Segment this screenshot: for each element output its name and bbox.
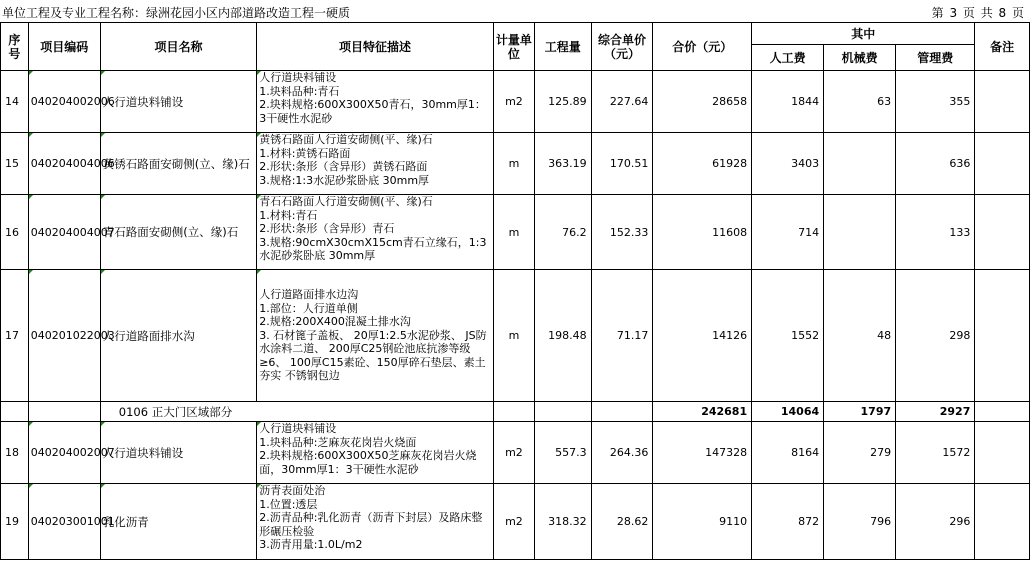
cell-remark: [975, 402, 1030, 422]
cell-seq: [1, 402, 29, 422]
col-mgmt: 管理费: [896, 45, 975, 71]
cell-remark: [975, 133, 1030, 195]
section-label: 0106 正大门区域部分: [100, 402, 493, 422]
cell-desc: 青石石路面人行道安砌侧(平、缘)石 1.材料:青石 2.形状:条形（含异形）青石 3.规格:90cmX30cmX15cm青石立缘石，1:3水泥砂浆卧底 30mm厚: [257, 195, 494, 270]
cell-name: 青石路面安砌侧(立、缘)石: [100, 195, 256, 270]
subtotal-total: 242681: [653, 402, 752, 422]
cell-unit: m2: [493, 484, 534, 560]
bill-of-quantities-table: [0, 22, 1030, 560]
col-name: 项目名称: [100, 23, 256, 71]
subtotal-machine: 1797: [824, 402, 896, 422]
col-unit: 计量单位: [493, 23, 534, 71]
cell-remark: [975, 270, 1030, 402]
project-title: 单位工程及专业工程名称：绿洲花园小区内部道路改造工程一硬质: [2, 6, 351, 20]
cell-qty: 557.3: [535, 422, 592, 484]
cell-qty: [535, 402, 592, 422]
subtotal-mgmt: 2927: [896, 402, 975, 422]
cell-mgmt: 296: [896, 484, 975, 560]
cell-machine: 796: [824, 484, 896, 560]
cell-remark: [975, 195, 1030, 270]
subtotal-labor: 14064: [752, 402, 824, 422]
cell-seq: 14: [1, 71, 29, 133]
cell-price: 170.51: [591, 133, 653, 195]
cell-total: 147328: [653, 422, 752, 484]
cell-mgmt: 1572: [896, 422, 975, 484]
cell-total: 28658: [653, 71, 752, 133]
cell-total: 9110: [653, 484, 752, 560]
cell-total: 11608: [653, 195, 752, 270]
cell-code: 040201022003: [28, 270, 100, 402]
cell-labor: 1552: [752, 270, 824, 402]
cell-seq: 17: [1, 270, 29, 402]
cell-name: 乳化沥青: [100, 484, 256, 560]
table-row: [1, 71, 1030, 133]
table-row: [1, 484, 1030, 560]
cell-seq: 15: [1, 133, 29, 195]
table-row: [1, 195, 1030, 270]
cell-unit: m2: [493, 422, 534, 484]
cell-unit: m: [493, 133, 534, 195]
cell-mgmt: 355: [896, 71, 975, 133]
cell-price: 264.36: [591, 422, 653, 484]
cell-unit: [493, 402, 534, 422]
cell-name: 黄锈石路面安砌侧(立、缘)石: [100, 133, 256, 195]
cell-labor: 714: [752, 195, 824, 270]
cell-remark: [975, 422, 1030, 484]
table-body: [1, 71, 1030, 560]
cell-machine: [824, 133, 896, 195]
cell-machine: 63: [824, 71, 896, 133]
cell-unit: m: [493, 270, 534, 402]
cell-code: 040204004006: [28, 133, 100, 195]
cell-desc: 人行道块料铺设 1.块料品种:青石 2.块料规格:600X300X50青石，30mm厚1：3干硬性水泥砂: [257, 71, 494, 133]
page-header: [0, 0, 1032, 22]
col-labor: 人工费: [752, 45, 824, 71]
cell-unit: m: [493, 195, 534, 270]
cell-seq: 19: [1, 484, 29, 560]
cell-remark: [975, 71, 1030, 133]
cell-total: 14126: [653, 270, 752, 402]
cell-code: 040204004007: [28, 195, 100, 270]
cell-seq: 16: [1, 195, 29, 270]
cell-mgmt: 298: [896, 270, 975, 402]
col-machine: 机械费: [824, 45, 896, 71]
cell-desc: 人行道块料铺设 1.块料品种:芝麻灰花岗岩火烧面 2.块料规格:600X300X50芝麻灰花岗岩火烧面，30mm厚1：3干硬性水泥砂: [257, 422, 494, 484]
cell-name: 人行道块料铺设: [100, 71, 256, 133]
col-among: 其中: [752, 23, 975, 45]
cell-price: [591, 402, 653, 422]
cell-qty: 125.89: [535, 71, 592, 133]
col-seq: 序号: [1, 23, 29, 71]
cell-seq: 18: [1, 422, 29, 484]
cell-code: 040203001001: [28, 484, 100, 560]
cell-qty: 76.2: [535, 195, 592, 270]
cell-qty: 318.32: [535, 484, 592, 560]
table-header: [1, 23, 1030, 71]
col-total: 合价（元）: [653, 23, 752, 71]
cell-labor: 1844: [752, 71, 824, 133]
cell-price: 28.62: [591, 484, 653, 560]
cell-labor: 872: [752, 484, 824, 560]
table-row: [1, 422, 1030, 484]
cell-mgmt: 636: [896, 133, 975, 195]
cell-price: 227.64: [591, 71, 653, 133]
page-indicator: 第 3 页 共 8 页: [931, 6, 1024, 20]
col-remark: 备注: [975, 23, 1030, 71]
cell-desc: 沥青表面处治 1.位置:透层 2.沥青品种:乳化沥青（沥青下封层）及路床整形碾压检验 3.沥青用量:1.0L/m2: [257, 484, 494, 560]
cell-machine: [824, 195, 896, 270]
table-row: [1, 270, 1030, 402]
cell-remark: [975, 484, 1030, 560]
cell-mgmt: 133: [896, 195, 975, 270]
col-desc: 项目特征描述: [257, 23, 494, 71]
cell-code: [28, 402, 100, 422]
cell-code: 040204002006: [28, 71, 100, 133]
cell-desc: 人行道路面排水边沟 1.部位：人行道单侧 2.规格:200X400混凝土排水沟 3. 石材篦子盖板、 20厚1:2.5水泥砂浆、 JS防水涂料二道、 200厚C25钢砼池底抗渗等级≥6、 100厚C15素砼、150厚碎石垫层、素土夯实 不锈钢包边: [257, 270, 494, 402]
cell-labor: 8164: [752, 422, 824, 484]
cell-total: 61928: [653, 133, 752, 195]
cell-machine: 48: [824, 270, 896, 402]
cell-qty: 198.48: [535, 270, 592, 402]
col-qty: 工程量: [535, 23, 592, 71]
cell-price: 71.17: [591, 270, 653, 402]
cell-desc: 黄锈石路面人行道安砌侧(平、缘)石 1.材料:黄锈石路面 2.形状:条形（含异形）黄锈石路面 3.规格:1:3水泥砂浆卧底 30mm厚: [257, 133, 494, 195]
cell-name: 人行道路面排水沟: [100, 270, 256, 402]
cell-price: 152.33: [591, 195, 653, 270]
cell-labor: 3403: [752, 133, 824, 195]
cell-qty: 363.19: [535, 133, 592, 195]
table-row: [1, 133, 1030, 195]
col-unit-price: 综合单价（元）: [591, 23, 653, 71]
cell-unit: m2: [493, 71, 534, 133]
col-code: 项目编码: [28, 23, 100, 71]
subtotal-row: [1, 402, 1030, 422]
cell-name: 人行道块料铺设: [100, 422, 256, 484]
cell-machine: 279: [824, 422, 896, 484]
cell-code: 040204002007: [28, 422, 100, 484]
